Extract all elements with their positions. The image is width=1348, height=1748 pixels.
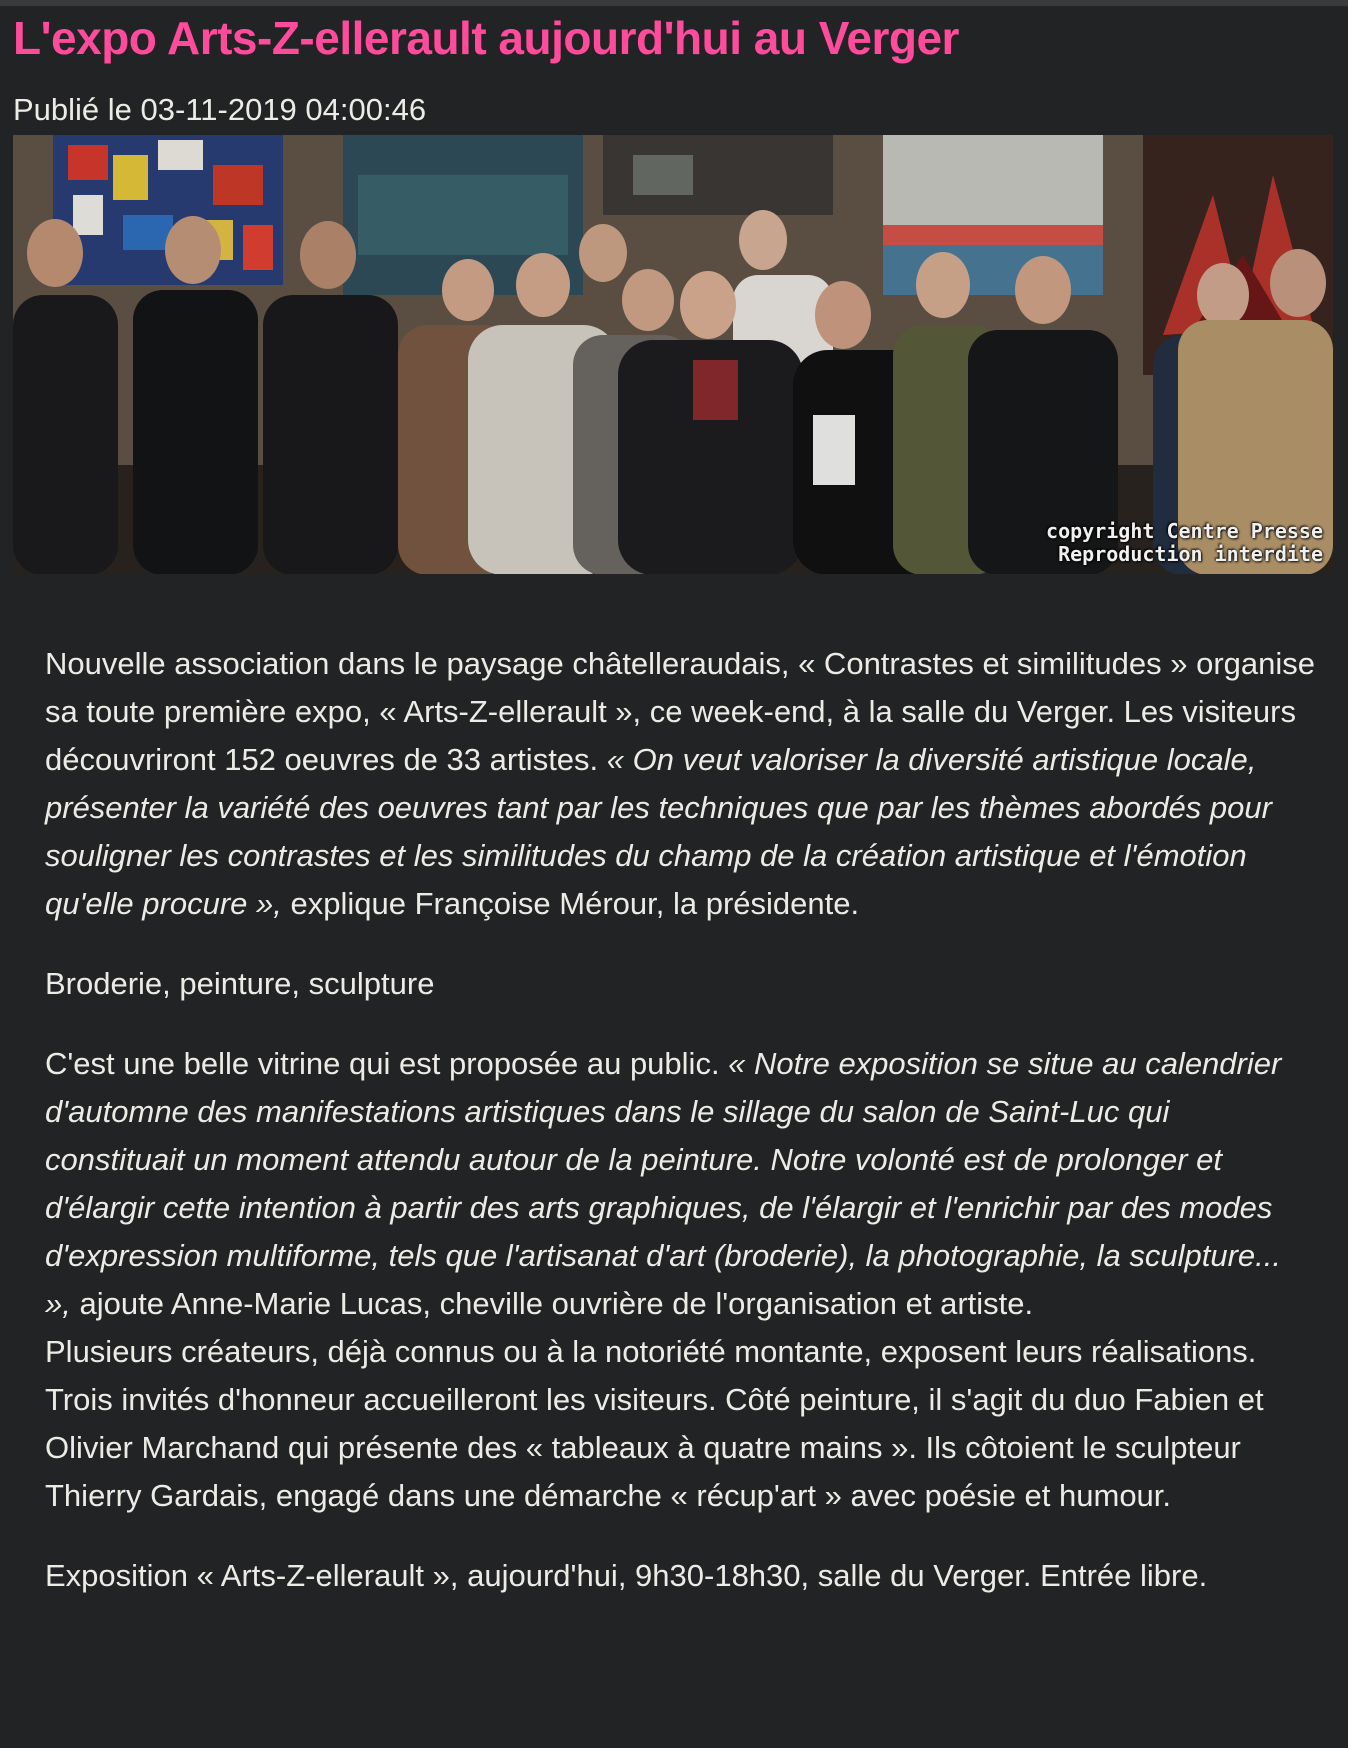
group-photo-illustration [13,135,1333,574]
article-photo [13,135,1333,574]
subheading: Broderie, peinture, sculpture [45,966,435,1001]
article-title: L'expo Arts-Z-ellerault aujourd'hui au Verger [13,12,959,64]
article-body [45,640,1315,1632]
paragraph-intro-attribution: explique Françoise Mérour, la présidente. [281,886,860,921]
publication-date: Publié le 03-11-2019 04:00:46 [13,92,427,127]
watermark-line-2: Reproduction interdite [1058,542,1323,566]
paragraph-vitrine-quote: « Notre exposition se situe au calendrier d'automne des manifestations artistiques dans le sillage du salon de Saint-Luc qui constituait un moment attendu autour de la peinture. Notre volonté est de prolonger et d'élargir cette intention à partir des arts graphiques, de l'élargir et l'enrichir par des modes d'expression multiforme, tels que l'artisanat d'art (broderie), la photographie, la sculpture... », [45,1046,1282,1321]
paragraph-vitrine [45,1040,1315,1328]
watermark-line-1: copyright Centre Presse [1046,519,1323,543]
top-divider [0,0,1348,6]
photo-watermark [1046,520,1323,566]
paragraph-createurs: Plusieurs créateurs, déjà connus ou à la notoriété montante, exposent leurs réalisations. Trois invités d'honneur accueilleront les visiteurs. Côté peinture, il s'agit du duo Fabien et Olivier Marchand qui présente des « tableaux à quatre mains ». Ils côtoient le sculpteur Thierry Gardais, engagé dans une démarche « récup'art » avec poésie et humour. [45,1334,1264,1513]
paragraph-intro [45,640,1315,928]
paragraph-vitrine-attribution: ajoute Anne-Marie Lucas, cheville ouvrière de l'organisation et artiste. [70,1286,1034,1321]
paragraph-info: Exposition « Arts-Z-ellerault », aujourd'hui, 9h30-18h30, salle du Verger. Entrée libre. [45,1558,1208,1593]
paragraph-intro-text: Nouvelle association dans le paysage châtelleraudais, « Contrastes et similitudes » organise sa toute première expo, « Arts-Z-ellerault », ce week-end, à la salle du Verger. Les visiteurs découvriront 152 oeuvres de 33 artistes. [45,646,1316,777]
paragraph-vitrine-text: C'est une belle vitrine qui est proposée au public. [45,1046,729,1081]
paragraph-intro-quote: « On veut valoriser la diversité artistique locale, présenter la variété des oeuvres tant par les techniques que par les thèmes abordés pour souligner les contrastes et les similitudes du champ de la création artistique et l'émotion qu'elle procure », [45,742,1272,921]
